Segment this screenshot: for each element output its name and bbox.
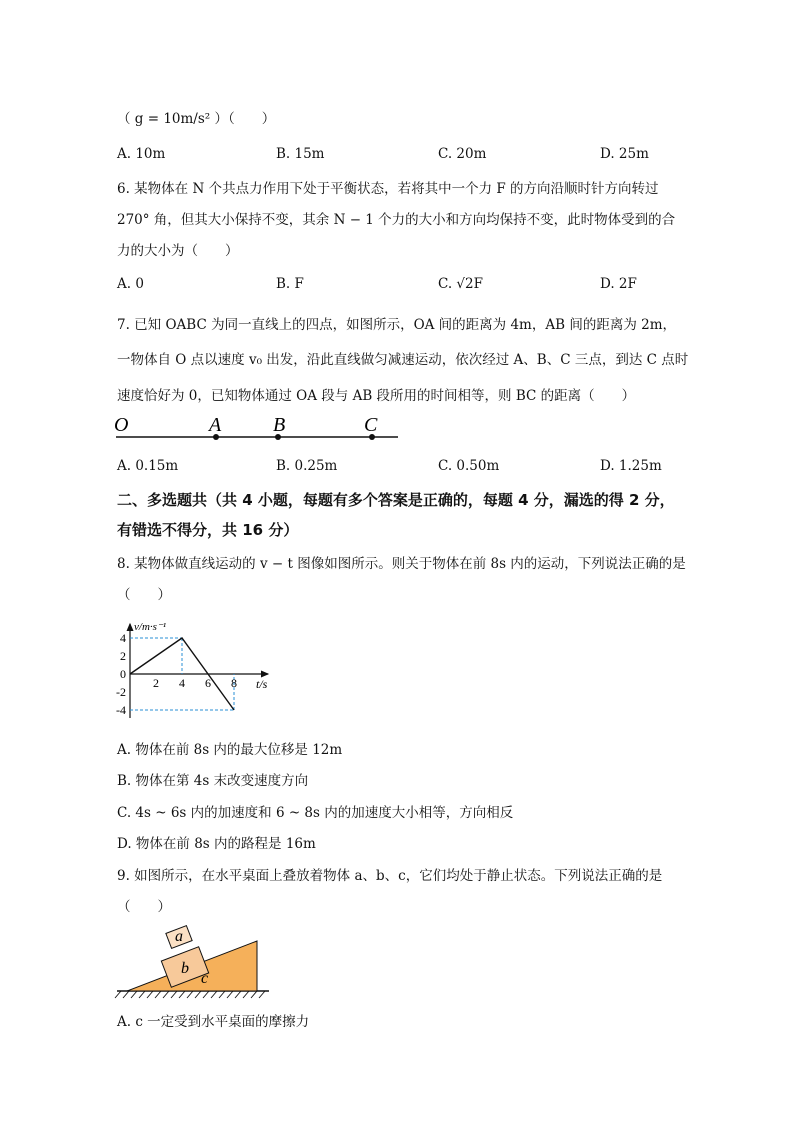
q7-option-b: B. 0.25m — [276, 458, 338, 474]
q7-line-figure — [110, 408, 410, 448]
v-axis-label: v/m·s⁻¹ — [134, 621, 167, 633]
point-c-label: C — [364, 414, 378, 436]
q8-line-2: （ ） — [117, 587, 171, 603]
x-tick-label: 4 — [179, 676, 185, 690]
q7-option-d: D. 1.25m — [600, 458, 662, 474]
q6-line-1: 6. 某物体在 N 个共点力作用下处于平衡状态，若将其中一个力 F 的方向沿顺时针方向转过 — [117, 181, 659, 197]
q8-option-b: B. 物体在第 4s 末改变速度方向 — [117, 773, 309, 789]
q7-line-3: 速度恰好为 0，已知物体通过 OA 段与 AB 段所用的时间相等，则 BC 的距离（ ） — [117, 388, 636, 404]
q8-option-c: C. 4s ~ 6s 内的加速度和 6 ~ 8s 内的加速度大小相等，方向相反 — [117, 805, 514, 821]
q6-option-b: B. F — [276, 276, 304, 292]
q5-formula: （ g = 10m/s² ）（ ） — [117, 111, 276, 127]
y-tick-label: 2 — [120, 649, 126, 663]
q6-line-2: 270° 角，但其大小保持不变，其余 N − 1 个力的大小和方向均保持不变，此时物体受到的合 — [117, 212, 676, 228]
y-tick-label: 4 — [120, 631, 126, 645]
block-a-label: a — [175, 928, 183, 945]
stacked-blocks-figure — [113, 915, 273, 1000]
q6-option-c: C. √2F — [438, 276, 483, 292]
q5-option-b: B. 15m — [276, 146, 325, 162]
q5-option-a: A. 10m — [117, 146, 166, 162]
y-tick-label: -2 — [116, 685, 126, 699]
q7-option-a: A. 0.15m — [117, 458, 179, 474]
q7-line-1: 7. 已知 OABC 为同一直线上的四点，如图所示，OA 间的距离为 4m，AB 间的距离为 2m， — [117, 317, 677, 333]
q9-line-2: （ ） — [117, 899, 171, 915]
t-axis-label: t/s — [256, 677, 268, 691]
x-tick-label: 6 — [205, 676, 211, 690]
y-tick-label: 0 — [120, 667, 126, 681]
q8-line-1: 8. 某物体做直线运动的 v − t 图像如图所示。则关于物体在前 8s 内的运动，下列说法正确的是 — [117, 556, 686, 572]
section-2-heading-line-2: 有错选不得分，共 16 分） — [117, 521, 299, 539]
q7-line-2: 一物体自 O 点以速度 v₀ 出发，沿此直线做匀减速运动，依次经过 A、B、C 三点，到达 C 点时 — [117, 352, 689, 368]
point-o-label: O — [114, 414, 129, 436]
section-2-heading-line-1: 二、多选题共（共 4 小题，每题有多个答案是正确的，每题 4 分，漏选的得 2 分， — [117, 491, 675, 509]
q5-option-d: D. 25m — [600, 146, 649, 162]
q6-option-a: A. 0 — [117, 276, 144, 292]
vt-chart — [108, 614, 288, 724]
q9-line-1: 9. 如图所示，在水平桌面上叠放着物体 a、b、c，它们均处于静止状态。下列说法正确的是 — [117, 868, 663, 884]
point-b-label: B — [273, 414, 286, 436]
point-a-label: A — [209, 414, 222, 436]
y-tick-label: -4 — [116, 703, 126, 717]
wedge-c-label: c — [201, 970, 209, 987]
x-tick-label: 2 — [153, 676, 159, 690]
q6-line-3: 力的大小为（ ） — [117, 243, 239, 259]
x-tick-label: 8 — [231, 676, 237, 690]
q8-option-a: A. 物体在前 8s 内的最大位移是 12m — [117, 742, 343, 758]
q7-option-c: C. 0.50m — [438, 458, 500, 474]
q6-option-d: D. 2F — [600, 276, 637, 292]
q8-option-d: D. 物体在前 8s 内的路程是 16m — [117, 836, 316, 852]
q5-option-c: C. 20m — [438, 146, 487, 162]
block-b-label: b — [181, 960, 189, 977]
q9-option-a: A. c 一定受到水平桌面的摩擦力 — [117, 1014, 310, 1030]
